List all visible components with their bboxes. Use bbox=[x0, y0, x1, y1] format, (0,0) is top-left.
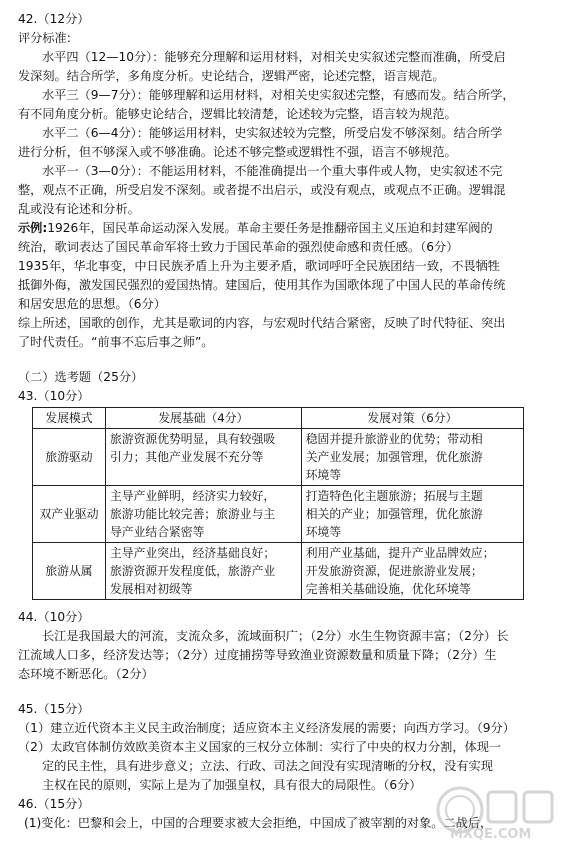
basis-cell bbox=[106, 429, 302, 486]
answer-line: 江流域人口多，经济发达等；（2分）过度捕捞等导致渔业资源数量和质量下降；（2分）生 bbox=[18, 648, 497, 662]
strategy-cell bbox=[301, 486, 523, 543]
example-line: 1935年，华北事变，中日民族矛盾上升为主要矛盾，歌词呼吁全民族团结一致，不畏牺牲 bbox=[18, 259, 500, 273]
mode-cell: 双产业驱动 bbox=[33, 486, 106, 543]
cell-line: 发展相对初级等 bbox=[110, 582, 193, 596]
cell-line: 开发旅游资源，促进旅游业发展； bbox=[305, 564, 483, 578]
level-3 bbox=[18, 86, 574, 124]
answer-line: 定的民主性，具有进步意义；立法、行政、司法之间没有实现清晰的分权，没有实现 bbox=[42, 759, 493, 773]
table-row bbox=[33, 486, 524, 543]
cell-line: 相关的产业；加强管理，优化旅游 bbox=[305, 507, 483, 521]
level-line: 水平三（9—7分）：能够理解和运用材料，对相关史实叙述完整，有感而发。结合所学， bbox=[42, 88, 515, 102]
strategy-cell bbox=[301, 429, 523, 486]
q43-header: 43.（10分） bbox=[18, 389, 90, 403]
cell-line: 环境等 bbox=[305, 468, 342, 482]
example-text: 1926年，国民革命运动深入发展。革命主要任务是推翻帝国主义压迫和封建军阀的 bbox=[47, 221, 493, 235]
table-header-cell: 发展模式 bbox=[33, 408, 106, 429]
level-4 bbox=[18, 48, 574, 86]
table-header-cell: 发展对策（6分） bbox=[301, 408, 523, 429]
answer-page bbox=[18, 10, 574, 833]
grading-title: 评分标准: bbox=[18, 31, 71, 45]
basis-cell bbox=[106, 543, 302, 600]
answer-line: 主权在民的原则，实际上是为了加强皇权，具有很大的局限性。（6分） bbox=[42, 778, 422, 792]
level-line: 水平四（12—10分）：能够充分理解和运用材料，对相关史实叙述完整而准确，所受启 bbox=[42, 50, 506, 64]
basis-cell bbox=[106, 486, 302, 543]
example-line: 综上所述，国歌的创作，尤其是歌词的内容，与宏观时代结合紧密，反映了时代特征、突出 bbox=[18, 316, 506, 330]
q42-header: 42.（12分） bbox=[18, 12, 90, 26]
mode-cell: 旅游从属 bbox=[33, 543, 106, 600]
cell-line: 打造特色化主题旅游；拓展与主题 bbox=[305, 489, 483, 503]
level-line: 水平二（6—4分）：能够运用材料，史实叙述较为完整，所受启发不够深刻。结合所学 bbox=[42, 126, 503, 140]
cell-line: 引力；其他产业发展不充分等 bbox=[110, 450, 264, 464]
section-title: （二）选考题（25分） bbox=[18, 370, 144, 384]
cell-line: 环境等 bbox=[305, 525, 342, 539]
level-line: 发深刻。结合所学，多角度分析。史论结合，逻辑严密，论述完整，语言规范。 bbox=[18, 69, 445, 83]
table-header-row bbox=[33, 408, 524, 429]
example-line: 抵御外侮，激发国民强烈的爱国热情。建国后，使用其作为国歌体现了中国人民的革命传统 bbox=[18, 278, 506, 292]
q44-header: 44.（10分） bbox=[18, 610, 90, 624]
level-line: 整，观点不正确，所受启发不深刻。或者提不出启示，或没有观点，或观点不正确。逻辑混 bbox=[18, 183, 506, 197]
example-line bbox=[18, 219, 574, 238]
cell-line: 主导产业鲜明，经济实力较好， bbox=[110, 489, 276, 503]
answer-line: （2）太政官体制仿效欧美资本主义国家的三权分立体制：实行了中央的权力分割，体现一 bbox=[18, 740, 502, 754]
strategy-cell bbox=[301, 543, 523, 600]
level-line: 有不同角度分析。能够史论结合，逻辑比较清楚，论述较为完整，语言较为规范。 bbox=[18, 107, 457, 121]
example-line: 和居安思危的思想。（6分） bbox=[18, 297, 166, 311]
q43-table bbox=[32, 407, 524, 600]
cell-line: 旅游功能比较完善；旅游业与主 bbox=[110, 507, 276, 521]
example-line: 了时代责任。“前事不忘后事之师”。 bbox=[18, 335, 214, 349]
table-row bbox=[33, 429, 524, 486]
level-1 bbox=[18, 162, 574, 219]
answer-line: 态环境不断恶化。（2分） bbox=[18, 667, 154, 681]
table-row bbox=[33, 543, 524, 600]
watermark-text: MXQE.COM bbox=[450, 827, 532, 842]
table-header-cell: 发展基础（4分） bbox=[106, 408, 302, 429]
example-label: 示例: bbox=[18, 221, 48, 235]
q46-header: 46.（15分） bbox=[18, 797, 90, 811]
cell-line: 关产业发展；加强管理，优化旅游 bbox=[305, 450, 483, 464]
level-line: 乱或没有论述和分析。 bbox=[18, 202, 140, 216]
cell-line: 导产业结合紧密等 bbox=[110, 525, 205, 539]
cell-line: 完善相关基础设施，优化环境等 bbox=[305, 582, 471, 596]
answer-line: 长江是我国最大的河流，支流众多，流域面积广；（2分）水生生物资源丰富；（2分）长 bbox=[42, 629, 509, 643]
cell-line: 稳固并提升旅游业的优势；带动相 bbox=[305, 432, 483, 446]
cell-line: 旅游资源优势明显，具有较强吸 bbox=[110, 432, 276, 446]
spacer bbox=[18, 684, 574, 700]
level-line: 水平一（3—0分）：不能运用材料，不能准确提出一个重大事件或人物，史实叙述不完 bbox=[42, 164, 503, 178]
level-line: 进行分析，但不够深入或不够准确。论述不够完整或逻辑性不强，语言不够规范。 bbox=[18, 145, 457, 159]
answer-line: (1)变化：巴黎和会上，中国的合理要求被大会拒绝，中国成了被宰割的对象。二战后， bbox=[24, 816, 493, 830]
level-2 bbox=[18, 124, 574, 162]
mode-cell: 旅游驱动 bbox=[33, 429, 106, 486]
example-line: 统治，歌词表达了国民革命军将士致力于国民革命的强烈使命感和责任感。（6分） bbox=[18, 240, 459, 254]
cell-line: 主导产业突出，经济基础良好； bbox=[110, 546, 276, 560]
cell-line: 利用产业基础，提升产业品牌效应； bbox=[305, 546, 495, 560]
q45-header: 45.（15分） bbox=[18, 702, 90, 716]
cell-line: 旅游资源开发程度低，旅游产业 bbox=[110, 564, 276, 578]
watermark-logo bbox=[430, 782, 580, 842]
spacer bbox=[18, 352, 574, 368]
answer-line: （1）建立近代资本主义民主政治制度；适应资本主义经济发展的需要；向西方学习。（9分） bbox=[18, 721, 515, 735]
